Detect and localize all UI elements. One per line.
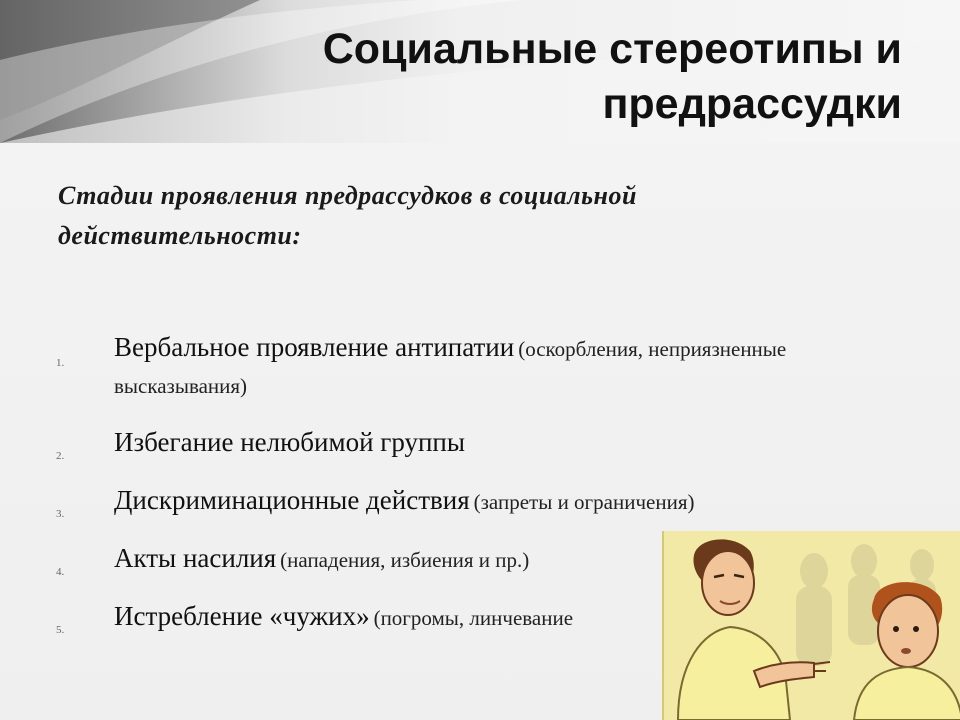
list-item (56, 330, 856, 422)
list-item (56, 422, 856, 480)
item-number: 3. (56, 508, 65, 520)
item-note-text: (запреты и ограничения) (473, 490, 695, 514)
subtitle-line-2: действительности: (58, 221, 302, 250)
item-note-text: (оскорбления, неприязненные высказывания) (114, 337, 787, 398)
list-item (56, 480, 856, 538)
header-band (0, 0, 960, 143)
subtitle (58, 176, 778, 256)
item-note-text: (погромы, линчевание (373, 606, 574, 630)
item-note-text: (нападения, избиения и пр.) (280, 548, 530, 572)
item-main-text: Избегание нелюбимой группы (114, 427, 466, 457)
item-main-text: Истребление «чужих» (114, 601, 370, 631)
title-line-1: Социальные стереотипы и (322, 25, 902, 73)
item-number: 5. (56, 624, 65, 636)
item-main-text: Акты насилия (114, 543, 277, 573)
subtitle-line-1: Стадии проявления предрассудков в социальной (58, 181, 637, 210)
title-line-2: предрассудки (602, 80, 902, 128)
slide-title (202, 22, 902, 132)
item-number: 2. (56, 450, 65, 462)
item-main-text: Вербальное проявление антипатии (114, 332, 515, 362)
item-number: 4. (56, 566, 65, 578)
two-men-pointing-illustration (664, 531, 960, 720)
illustration-image (662, 531, 960, 720)
item-number: 1. (56, 357, 65, 369)
item-main-text: Дискриминационные действия (114, 485, 470, 515)
